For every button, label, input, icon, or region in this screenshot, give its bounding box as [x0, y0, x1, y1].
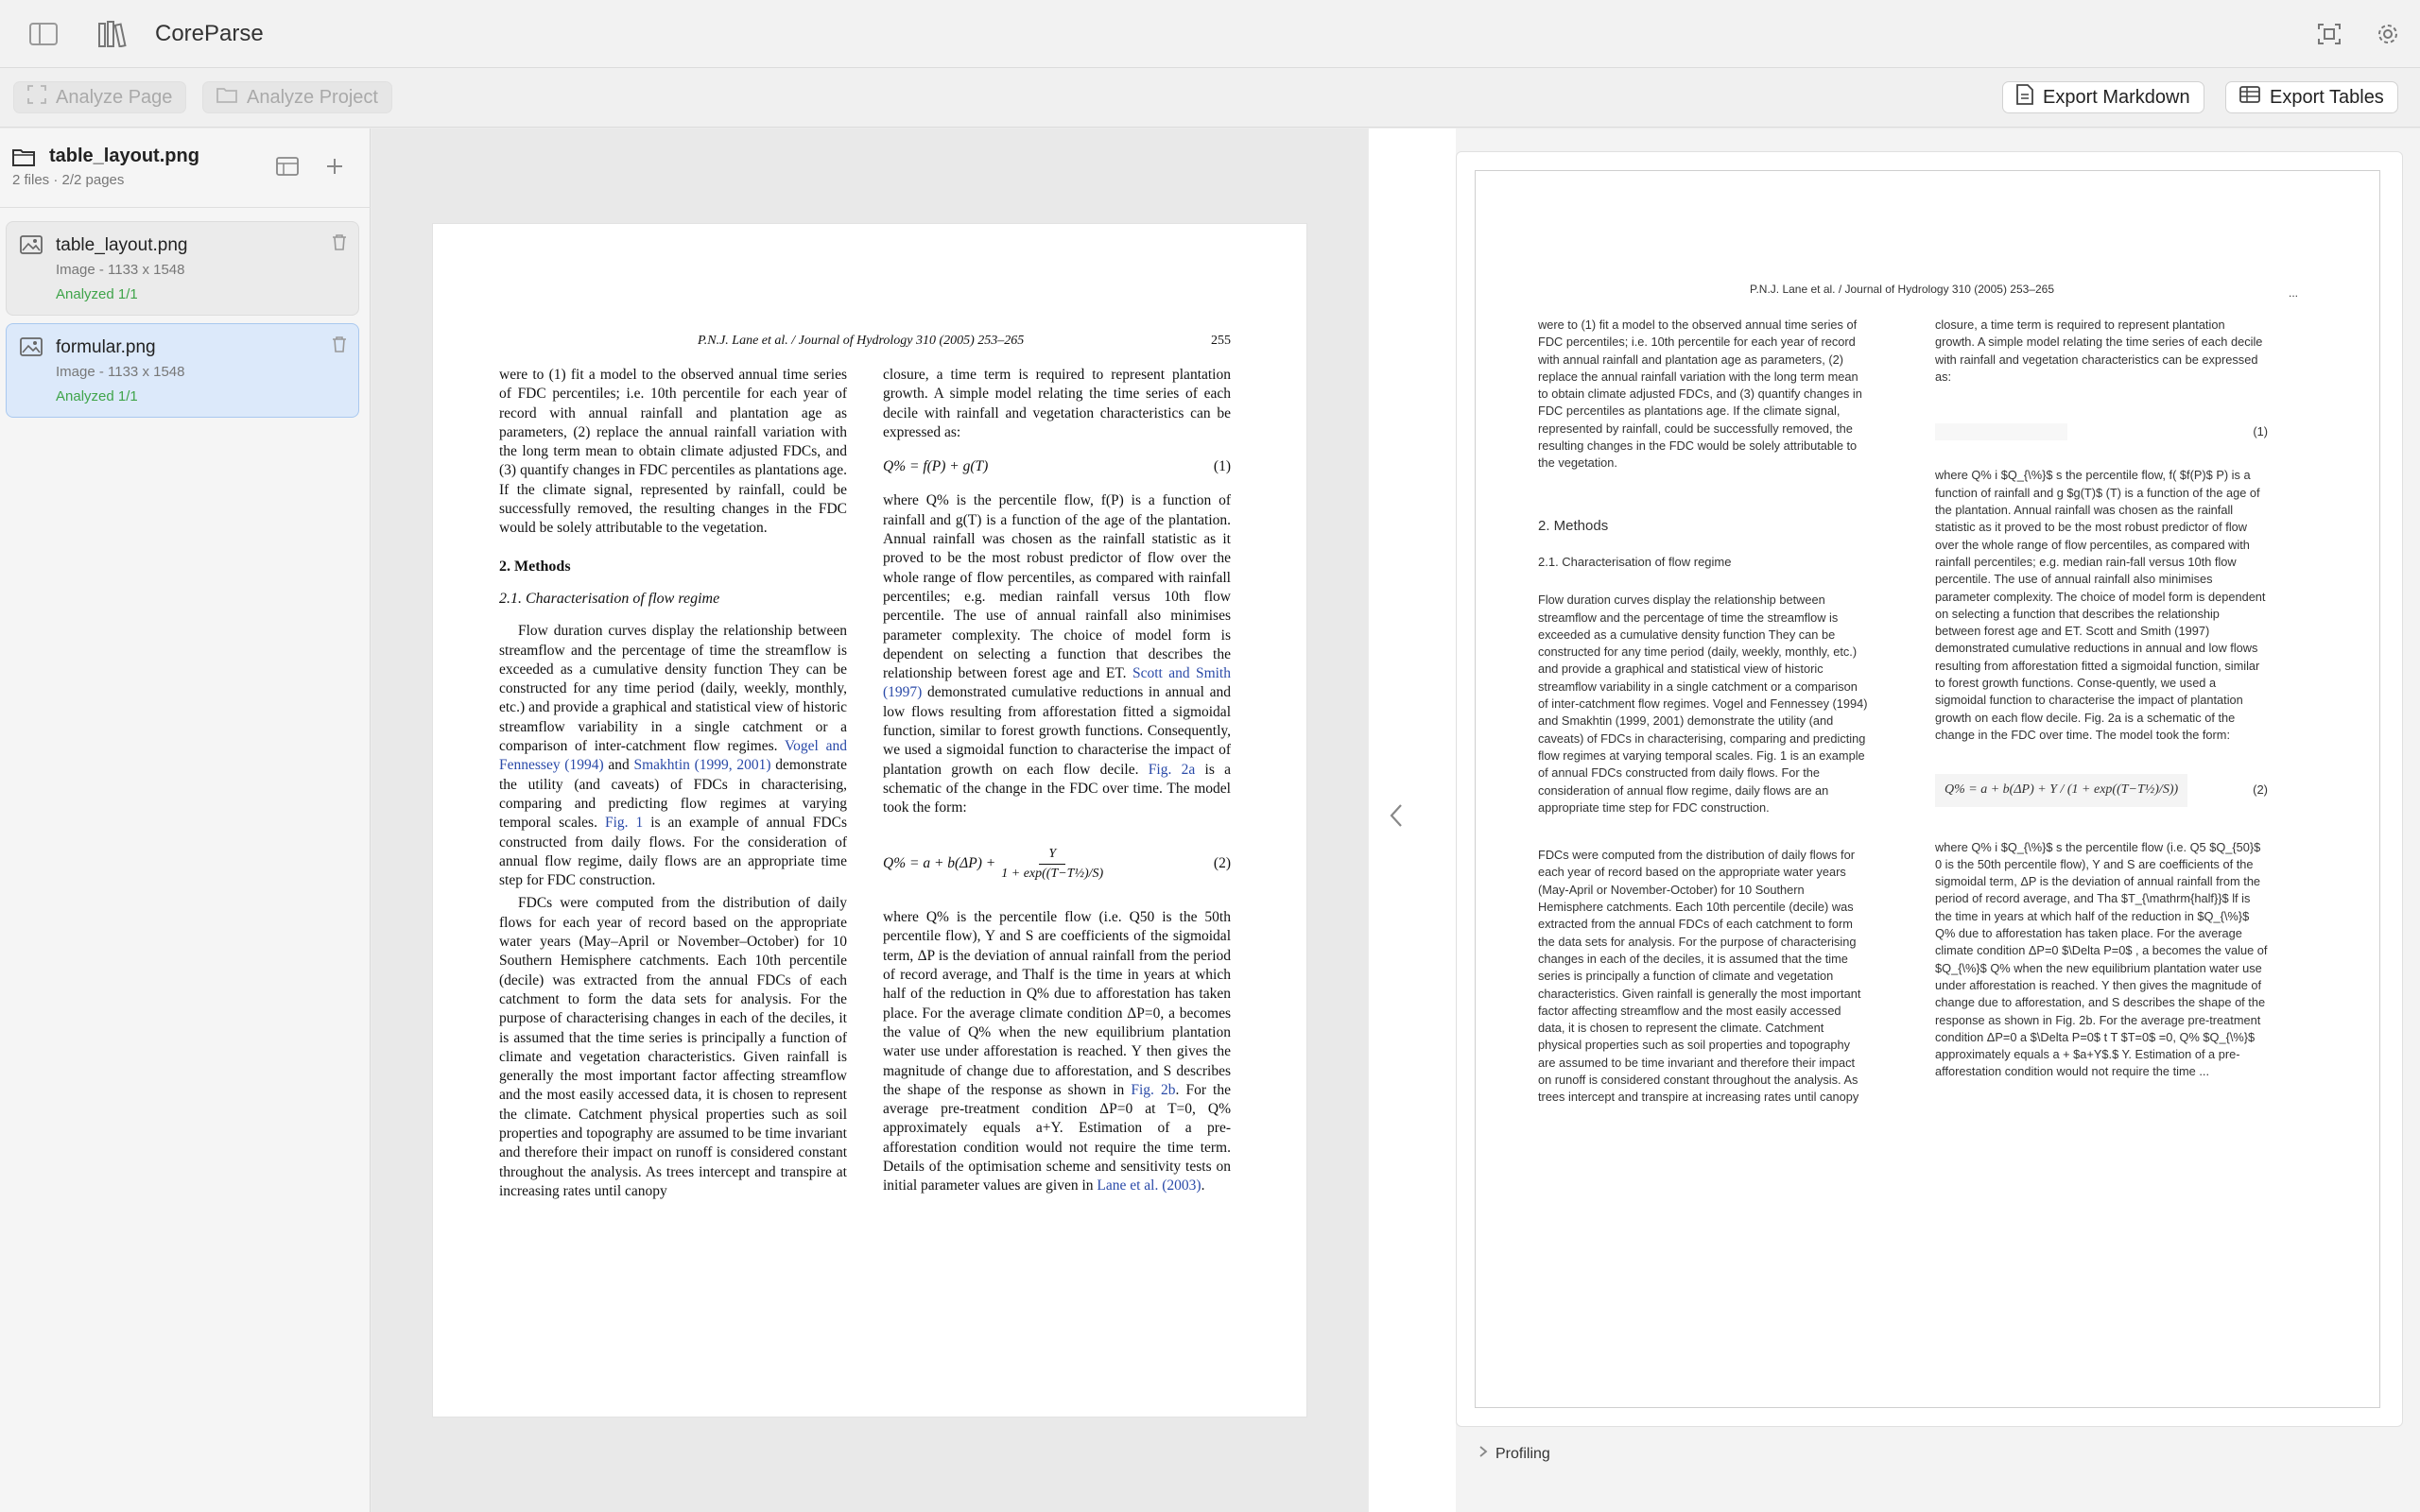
document-page — [432, 223, 1307, 1418]
page-left-column — [499, 366, 847, 1205]
chevron-right-icon — [1478, 1445, 1488, 1463]
folder-icon — [216, 86, 237, 109]
document-viewer — [372, 129, 1368, 1512]
md-heading: 2. Methods — [1538, 517, 1609, 534]
folder-icon — [12, 147, 35, 171]
main-toolbar — [0, 68, 2420, 128]
file-item[interactable] — [6, 323, 359, 418]
table-icon — [2239, 86, 2260, 109]
analyze-project-label: Analyze Project — [247, 86, 378, 108]
analyze-page-button[interactable] — [13, 81, 186, 113]
fraction-numerator: Y — [1039, 845, 1065, 865]
analyze-project-button[interactable] — [202, 81, 392, 113]
md-subheading: 2.1. Characterisation of flow regime — [1538, 554, 1732, 569]
md-ellipsis: ... — [2288, 286, 2298, 300]
citation-link[interactable]: Smakhtin (1999, 2001) — [633, 757, 771, 774]
file-item[interactable] — [6, 221, 359, 316]
paragraph — [883, 908, 1231, 1195]
section-heading: 2. Methods — [499, 558, 571, 575]
text: . — [1201, 1177, 1205, 1194]
citation-link[interactable]: Scott and Smith (1997) — [883, 665, 1231, 701]
page-running-header: P.N.J. Lane et al. / Journal of Hydrology 310 (2005) 253–265 — [698, 334, 1025, 348]
library-icon[interactable] — [96, 17, 130, 51]
scan-icon — [27, 85, 46, 110]
md-equation-placeholder — [1935, 423, 2067, 440]
gear-icon[interactable] — [2371, 17, 2405, 51]
add-icon[interactable] — [325, 157, 344, 180]
markdown-preview — [1475, 170, 2380, 1408]
equation-2 — [883, 845, 1231, 885]
page-number: 255 — [1211, 334, 1231, 348]
paragraph — [883, 491, 1231, 817]
file-name: formular.png — [56, 337, 156, 357]
sidebar-toggle-icon[interactable] — [26, 17, 60, 51]
profiling-toggle[interactable] — [1478, 1445, 1550, 1463]
file-meta: Image - 1133 x 1548 — [56, 262, 185, 278]
trash-icon[interactable] — [332, 335, 347, 357]
export-tables-label: Export Tables — [2270, 86, 2384, 108]
figure-link[interactable]: Fig. 2a — [1148, 761, 1196, 778]
image-icon — [20, 235, 43, 259]
md-running-header: P.N.J. Lane et al. / Journal of Hydrology 310 (2005) 253–265 — [1750, 283, 2054, 296]
md-right-column — [1935, 317, 2268, 1111]
panel-layout-icon[interactable] — [276, 157, 299, 180]
md-equation-number: (2) — [2253, 782, 2268, 798]
paragraph: FDCs were computed from the distribution of daily flows for each year of record based on the appropriate water years (May–April or November–October) for 10 Southern Hemisphere catchments. Each 10th percentile (decile) was extracted from the annual FDCs of each catchment to form the data sets for analysis. For the purpose of characterising changes in each of the deciles, it is assumed that the time series is principally a function of climate and vegetation characteristics. Given rainfall is generally the most important factor affecting streamflow and the most easily accessed data, it is chosen to represent the climate. Catchment physical properties such as soil properties and topography are assumed to be time invariant and therefore their impact on runoff is considered constant throughout the analysis. As trees intercept and transpire at increasing rates until canopy — [499, 895, 847, 1199]
text: and — [608, 757, 630, 774]
equation-lhs: Q% = a + b(ΔP) + — [883, 855, 996, 872]
citation-link[interactable]: Vogel and Fennessey (1994) — [499, 738, 847, 774]
paragraph — [499, 622, 847, 890]
file-meta: Image - 1133 x 1548 — [56, 364, 185, 380]
trash-icon[interactable] — [332, 233, 347, 255]
profiling-label: Profiling — [1495, 1445, 1550, 1462]
file-status: Analyzed 1/1 — [56, 286, 138, 302]
export-markdown-button[interactable] — [2002, 81, 2204, 113]
fraction-denominator: 1 + exp((T−T½)/S) — [1001, 866, 1104, 881]
md-paragraph: closure, a time term is required to represent plantation growth. A simple model relating the time series of each decile with rainfall and vegetation characteristics can be expressed as: — [1935, 318, 2263, 384]
project-subtitle: 2 files · 2/2 pages — [12, 172, 125, 188]
equation-body — [883, 845, 1103, 885]
md-equation-image: Q% = a + b(ΔP) + Y / (1 + exp((T−T½)/S)) — [1935, 774, 2187, 806]
paragraph: closure, a time term is required to represent plantation growth. A simple model relating the time series of each decile with rainfall and vegetation characteristics can be expressed as: — [883, 367, 1231, 440]
page-right-column — [883, 366, 1231, 1200]
text: demonstrated cumulative reductions in annual and low flows resulting from afforestation fitted a sigmoidal function, similar to forest growth functions. Consequently, we used a sigmoidal function to characterise the impact of plantation growth on each flow decile. — [883, 684, 1232, 778]
figure-link[interactable]: Fig. 2b — [1131, 1081, 1176, 1098]
text: where Q% is the percentile flow (i.e. Q50 is the 50th percentile flow), Y and S are coefficients of the sigmoidal term, ΔP is the deviation of annual rainfall from the period of record average, and Thalf is the time in years at which half of the reduction in Q% due to afforestation has taken place. For the average climate condition ΔP=0, a becomes the value of Q% when the new equilibrium plantation water use under afforestation is reached. Y then gives the magnitude of change due to afforestation, and S describes the shape of the response as shown in — [883, 909, 1231, 1098]
file-status: Analyzed 1/1 — [56, 388, 138, 404]
text: . For the average pre-treatment condition ΔP=0 at T=0, Q% approximately equals a+Y. Estimation of a pre-afforestation condition would not require the time term. Details of the optimisation scheme and sensitivity tests on initial parameter values are given in — [883, 1081, 1231, 1194]
file-sidebar — [0, 129, 371, 1512]
md-paragraph: Flow duration curves display the relationship between streamflow and the percentage of time the streamflow is exceeded as a cumulative density function They can be constructed for any time period (daily, weekly, monthly, etc.) and provide a graphical and statistical view of historic streamflow variability in a single catchment or a comparison of inter-catchment flow regimes. Vogel and Fennessey (1994) and Smakhtin (1999, 2001) demonstrate the utility (and caveats) of FDCs in characterising, comparing and predicting flow regimes at varying temporal scales. Fig. 1 is an example of annual FDCs constructed from daily flows. For the consideration of annual flow regime, daily flows are an appropriate time step for FDC construction. — [1538, 593, 1868, 815]
md-equation-1 — [1935, 423, 2268, 440]
equation-number: (1) — [1213, 458, 1231, 475]
document-icon — [2016, 84, 2033, 111]
md-paragraph: were to (1) fit a model to the observed annual time series of FDC percentiles; i.e. 10th percentile for each year of record with annual rainfall and plantation age as parameters, (2) replace the annual rainfall variation with the long term mean to obtain climate adjusted FDCs, and (3) quantify changes in FDC percentiles as plantations age. If the climate signal, represented by rainfall, could be successfully removed, the resulting changes in the FDC would be solely attributable to the vegetation. — [1538, 318, 1862, 471]
equation-number: (2) — [1213, 855, 1231, 872]
sidebar-header — [0, 129, 371, 208]
title-bar — [0, 0, 2420, 68]
citation-link[interactable]: Lane et al. (2003) — [1097, 1177, 1201, 1194]
export-markdown-label: Export Markdown — [2043, 86, 2190, 108]
md-paragraph: FDCs were computed from the distribution of daily flows for each year of record based on the appropriate water years (May-April or November-October) for 10 Southern Hemisphere catchments. Each 10th percentile (decile) was extracted from the annual FDCs of each catchment to form the data sets for analysis. For the purpose of characterising changes in each of the deciles, it is assumed that the time series is principally a function of climate and vegetation characteristics. Given rainfall is generally the most important factor affecting streamflow and the most easily accessed data, it is chosen to represent the climate. Catchment physical properties such as soil properties and topography are assumed to be time invariant and therefore their impact on runoff is considered constant throughout the analysis. As trees intercept and transpire at increasing rates until canopy — [1538, 848, 1861, 1105]
md-equation-number: (1) — [2253, 424, 2268, 439]
export-tables-button[interactable] — [2225, 81, 2398, 113]
equation-body: Q% = f(P) + g(T) — [883, 458, 989, 475]
scan-icon[interactable] — [2312, 17, 2346, 51]
project-title: table_layout.png — [49, 146, 199, 166]
md-equation-2 — [1935, 774, 2268, 806]
image-icon — [20, 337, 43, 361]
text: is a schematic of the change in the FDC over time. The model took the form: — [883, 761, 1232, 816]
file-name: table_layout.png — [56, 235, 188, 255]
splitter-panel — [1369, 129, 1456, 1512]
subsection-heading: 2.1. Characterisation of flow regime — [499, 590, 720, 607]
analyze-page-label: Analyze Page — [56, 86, 173, 108]
md-left-column — [1538, 317, 1871, 1137]
md-paragraph: where Q% i $Q_{\%}$ s the percentile flow (i.e. Q5 $Q_{50}$ 0 is the 50th percentile flow), Y and S are coefficients of the sigmoidal term, ΔP is the deviation of annual rainfall from the period of record average, and Tha $T_{\mathrm{half}}$ lf is the time in years at which half of the reduction in $Q_{\%}$ Q% due to afforestation has taken place. For the average climate condition ΔP=0 $\Delta P=0$ , a becomes the value of $Q_{\%}$ Q% when the new equilibrium plantation water use under afforestation is reached. Y then gives the magnitude of change due to afforestation, and S describes the shape of the response as shown in Fig. 2b. For the average pre-treatment condition ΔP=0 a $\Delta P=0$ t T $T=0$ =0, Q% $Q_{\%}$ approximately equals a + $a+Y$.$ Y. Estimation of a pre-afforestation condition would not require the time ... — [1935, 839, 2268, 1079]
md-paragraph: where Q% i $Q_{\%}$ s the percentile flow, f( $f(P)$ P) is a function of rainfall and g $g(T)$ (T) is a function of the age of the plantation. Annual rainfall was chosen as the rainfall statistic as it proved to be the most robust predictor of flow over the whole range of flow percentiles, as compared with rainfall percentiles; e.g. median rain-fall versus 10th flow percentile. The use of annual rainfall also minimises parameter complexity. The choice of model form is dependent on selecting a function that describes the relationship between forest age and ET. Scott and Smith (1997) demonstrated cumulative reductions in annual and low flows resulting from afforestation fitted a sigmoidal function, similar to forest growth functions. Conse-quently, we used a sigmoidal function to characterise the impact of plantation growth on each flow decile. Fig. 2a is a schematic of the change in the FDC over time. The model took the form: — [1935, 468, 2266, 742]
equation-fraction — [1001, 845, 1103, 885]
paragraph: were to (1) fit a model to the observed annual time series of FDC percentiles; i.e. 10th percentile for each year of record with annual rainfall and plantation age as parameters, (2) replace the annual rainfall variation with the long term mean to obtain climate adjusted FDCs, and (3) quantify changes in FDC percentiles as plantations age. If the climate signal, represented by rainfall, could be successfully removed, the resulting changes in the FDC would be solely attributable to the vegetation. — [499, 367, 847, 537]
text: is an example of annual FDCs constructed from daily flows. For the consideration of annual flow regime, daily flows are an appropriate time step for FDC construction. — [499, 815, 847, 889]
equation-1 — [883, 457, 1231, 476]
app-title: CoreParse — [155, 21, 264, 46]
text: where Q% is the percentile flow, f(P) is a function of rainfall and g(T) is a function of the age of the plantation. Annual rainfall was chosen as the rainfall statistic as it proved to be the most robust predictor of flow over the whole range of flow percentiles, as compared with rainfall percentiles; e.g. median rainfall versus 10th flow percentile. The use of annual rainfall also minimises parameter complexity. The choice of model form is dependent on selecting a function that describes the relationship between forest age and ET. — [883, 492, 1231, 682]
chevron-left-icon[interactable] — [1385, 801, 1409, 834]
figure-link[interactable]: Fig. 1 — [604, 815, 644, 832]
text: demonstrate the utility (and caveats) of FDCs in characterising, comparing and predicting flow regimes at varying temporal scales. — [499, 757, 847, 832]
text: Flow duration curves display the relationship between streamflow and the percentage of time the streamflow is exceeded as a cumulative density function They can be constructed for any time period (daily, weekly, monthly, etc.) and provide a graphical and statistical view of historic streamflow variability in a single catchment or a comparison of inter-catchment flow regimes. — [499, 623, 847, 755]
